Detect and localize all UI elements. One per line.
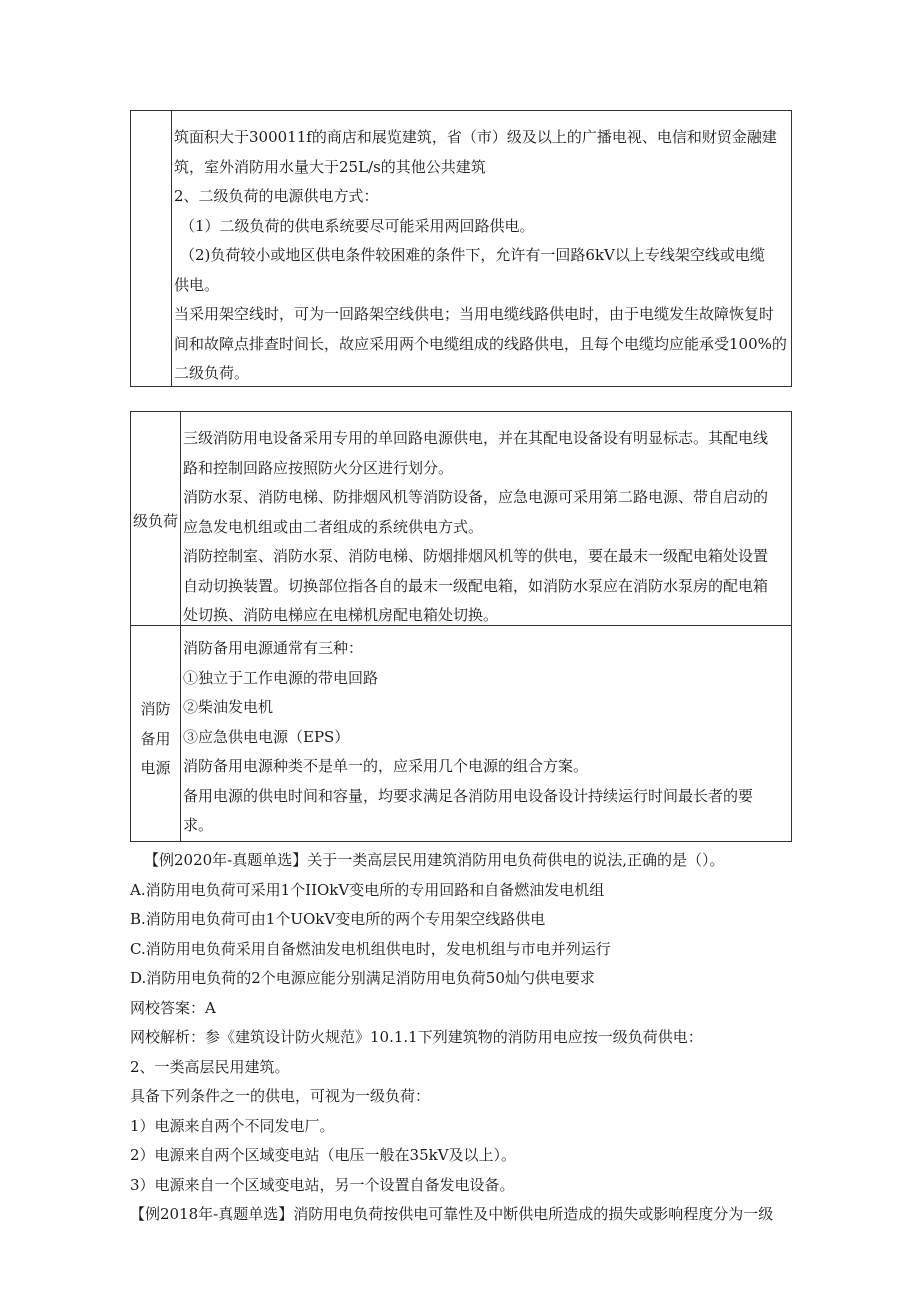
- text-line: 路和控制回路应按照防火分区进行划分。: [183, 458, 454, 477]
- text-line: 求。: [183, 816, 214, 834]
- text-line: 处切换、消防电梯应在电梯机房配电箱处切换。: [183, 606, 499, 624]
- text-line: ②柴油发电机: [183, 698, 274, 716]
- answer-option-a: A.消防用电负荷可采用1个IIOkV变电所的专用回路和自备燃油发电机组: [130, 880, 605, 899]
- text-line: 2、二级负荷的电源供电方式：: [174, 187, 379, 205]
- row-label-backup-power: [131, 695, 180, 784]
- question-title: 【例2020年-真题单选】关于一类高层民用建筑消防用电负荷供电的说法,正确的是（）。: [144, 851, 725, 869]
- text-line: 具备下列条件之一的供电，可视为一级负荷：: [130, 1087, 431, 1105]
- text-line: 当采用架空线时，可为一回路架空线供电；当用电缆线路供电时，由于电缆发生故障恢复时: [174, 305, 775, 323]
- table-column-divider: [180, 412, 181, 841]
- text-line: 3）电源来自一个区域变电站，另一个设置自备发电设备。: [130, 1175, 515, 1194]
- text-line: 2、一类高层民用建筑。: [130, 1057, 290, 1076]
- question-title: 【例2018年-真题单选】消防用电负荷按供电可靠性及中断供电所造成的损失或影响程度分为一级: [130, 1205, 774, 1223]
- text-line: 2）电源来自两个区域变电站（电压一般在35kV及以上）。: [130, 1146, 517, 1164]
- row-content-load-level: [183, 424, 790, 631]
- text-line: 筑面积大于300011f的商店和展览建筑，省（市）级及以上的广播电视、电信和财贸金融建: [174, 128, 777, 146]
- exam-question-section: [130, 846, 800, 1230]
- row-content-backup-power: [183, 634, 790, 841]
- text-line: 自动切换装置。切换部位指各自的最末一级配电箱，如消防水泵应在消防水泵房的配电箱: [183, 576, 769, 595]
- row-label-text: 备用: [140, 729, 171, 748]
- text-line: 筑，室外消防用水量大于25L/s的其他公共建筑: [174, 157, 486, 176]
- text-line: 二级负荷。: [174, 364, 250, 382]
- table-column-divider: [171, 111, 172, 386]
- table-fire-power: [130, 411, 792, 842]
- text-line: 三级消防用电设备采用专用的单回路电源供电，并在其配电设备设有明显标志。其配电线: [183, 429, 769, 447]
- answer-option-b: B.消防用电负荷可由1个UOkV变电所的两个专用架空线路供电: [130, 910, 546, 928]
- answer-key: 网校答案：A: [130, 998, 216, 1017]
- answer-option-d: D.消防用电负荷的2个电源应能分别满足消防用电负荷50灿勺供电要求: [130, 969, 595, 987]
- table-continued: [130, 110, 792, 387]
- text-line: 间和故障点排查时间长，故应采用两个电缆组成的线路供电，且每个电缆均应能承受100%的: [174, 334, 787, 353]
- answer-analysis: 网校解析：参《建筑设计防火规范》10.1.1下列建筑物的消防用电应按一级负荷供电：: [130, 1028, 703, 1046]
- text-line: 消防备用电源种类不是单一的，应采用几个电源的组合方案。: [183, 757, 589, 775]
- table-content-cell: [174, 123, 790, 389]
- answer-option-c: C.消防用电负荷采用自备燃油发电机组供电时，发电机组与市电并列运行: [130, 939, 611, 958]
- text-line: 消防备用电源通常有三种：: [183, 639, 364, 657]
- text-line: 应急发电机组或由二者组成的系统供电方式。: [183, 517, 484, 536]
- text-line: （1）二级负荷的供电系统要尽可能采用两回路供电。: [180, 216, 535, 235]
- text-line: ①独立于工作电源的带电回路: [183, 668, 379, 687]
- text-line: ③应急供电电源（EPS）: [183, 727, 350, 746]
- text-line: 备用电源的供电时间和容量，均要求满足各消防用电设备设计持续运行时间最长者的要: [183, 786, 754, 805]
- row-label-text: 电源: [140, 759, 171, 777]
- text-line: 消防水泵、消防电梯、防排烟风机等消防设备，应急电源可采用第二路电源、带自启动的: [183, 488, 769, 506]
- row-label-text: 消防: [140, 700, 171, 718]
- text-line: 1）电源来自两个不同发电厂。: [130, 1116, 335, 1135]
- row-label-text: 级负荷: [132, 512, 178, 530]
- text-line: （2)负荷较小或地区供电条件较困难的条件下，允许有一回路6kV以上专线架空线或电缆: [180, 246, 765, 264]
- text-line: 供电。: [174, 275, 220, 294]
- row-label-load-level: [131, 507, 180, 537]
- text-line: 消防控制室、消防水泵、消防电梯、防烟排烟风机等的供电，要在最末一级配电箱处设置: [183, 547, 769, 565]
